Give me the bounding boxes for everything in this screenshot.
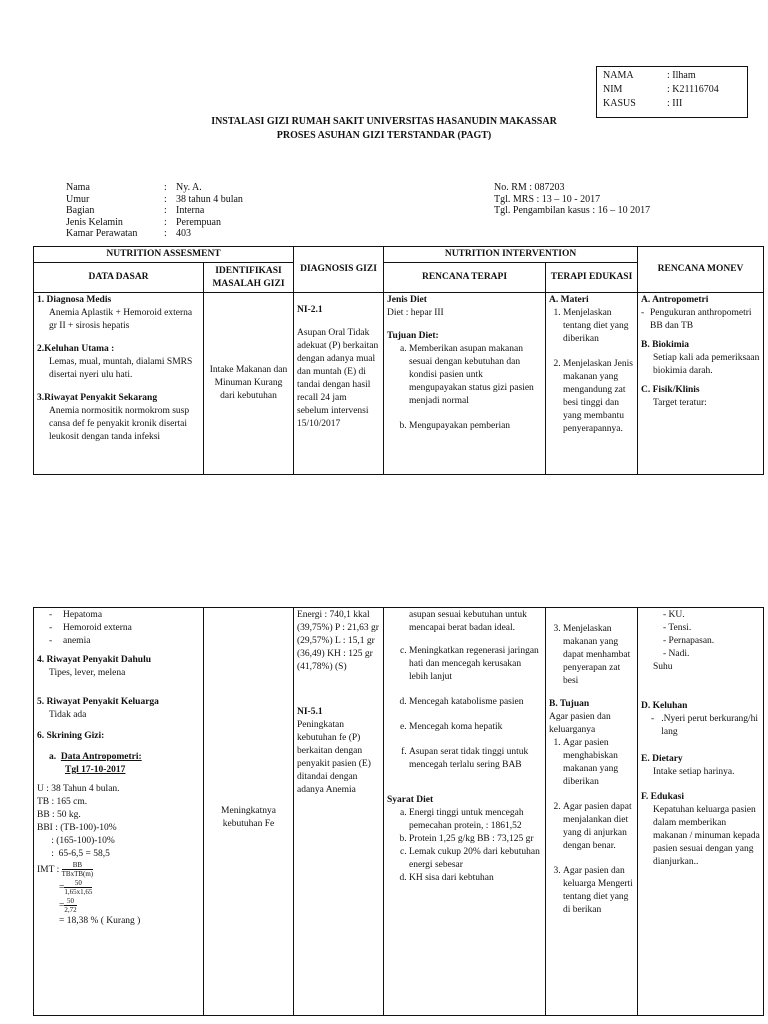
header-terapi-edukasi: TERAPI EDUKASI bbox=[546, 263, 638, 293]
imt-formula: $\frac{BB}{\text{TBxTB(m)}}$ bbox=[61, 861, 94, 879]
section-heading: Syarat Diet bbox=[387, 795, 434, 805]
page-subtitle: PROSES ASUHAN GIZI TERSTANDAR (PAGT) bbox=[276, 130, 492, 141]
patient-key: Kamar Perawatan bbox=[66, 228, 138, 239]
section-text: Pengukuran anthropometri BB dan TB bbox=[650, 308, 752, 331]
section-text: Anemia normositik normokrom susp cansa def fe penyakit kronik disertai leukosit dengan tanda infeksi bbox=[49, 406, 190, 442]
list-item: - Tensi. bbox=[663, 623, 692, 633]
header-diagnosis: DIAGNOSIS GIZI bbox=[294, 247, 384, 293]
header-monev: RENCANA MONEV bbox=[638, 247, 764, 293]
header-intervention: NUTRITION INTERVENTION bbox=[384, 247, 638, 263]
section-text: Anemia Aplastik + Hemoroid externa gr II + sirosis hepatis bbox=[49, 308, 193, 331]
problem-text: Intake Makanan dan Minuman Kurang dari kebutuhan bbox=[209, 365, 288, 401]
student-value: : Ilham bbox=[667, 70, 696, 81]
student-value: : III bbox=[667, 98, 683, 109]
anthro-line: BB : 50 kg. bbox=[37, 810, 81, 820]
list-item: 1. Agar pasien menghabiskan makanan yang diberikan bbox=[563, 737, 634, 789]
problem-text: Meningkatnya kebutuhan Fe bbox=[221, 806, 276, 829]
patient-value: 403 bbox=[176, 228, 191, 239]
anthro-line: BBI : (TB-100)-10% bbox=[37, 823, 117, 833]
cell-rencana-terapi bbox=[384, 608, 546, 1016]
section-text: asupan sesuai kebutuhan untuk mencapai berat badan ideal. bbox=[409, 610, 527, 633]
section-heading: A. Antropometri bbox=[641, 295, 709, 305]
patient-value: Interna bbox=[176, 205, 205, 216]
cell-diagnosis bbox=[294, 293, 384, 475]
diagnosis-text: Asupan Oral Tidak adekuat (P) berkaitan dengan adanya mual dan muntah (E) di tandai dengan hasil recall 24 jam sebelum intervensi 15/10/2017 bbox=[297, 328, 379, 429]
student-key: NAMA bbox=[603, 70, 634, 81]
list-item: anemia bbox=[63, 636, 91, 646]
student-info-box bbox=[596, 66, 748, 118]
cell-monev: A. Antropometri - Pengukuran anthropometri BB dan TB B. Biokimia Setiap kali ada pemeriksaan biokimia darah. C. Fisik/Klinis Target teratur: bbox=[638, 293, 764, 475]
list-item: Hemoroid externa bbox=[63, 623, 132, 633]
list-item: - Nadi. bbox=[663, 649, 690, 659]
patient-value: Ny. A. bbox=[176, 182, 202, 193]
pagt-table-part-2 bbox=[33, 607, 764, 1016]
header-assessment: NUTRITION ASSESMENT bbox=[34, 247, 294, 263]
cell-data-dasar: - Hepatoma - Hemoroid externa - anemia 4. Riwayat Penyakit Dahulu Tipes, lever, melena 5. Riwayat Penyakit Keluarga Tidak ada 6. Skrining Gizi: a. Data Antropometri: Tgl 17-10-2017 U : 38 Tahun 4 bulan. TB : 165 cm. BB : 50 kg. BBI : (TB-100)-10% : (165-100)-10% : 65-6,5 = 58,5 IMT : $\frac{BB}{\text{TBxTB(m)}}$ = $\frac{50}{1,65x1,65}$ = $\frac{50}{2,72}$ = 18,38 % ( Kurang ) bbox=[34, 608, 204, 1016]
imt-result: = 18,38 % ( Kurang ) bbox=[59, 916, 141, 926]
section-heading: 2.Keluhan Utama : bbox=[37, 344, 115, 354]
list-item: a. Memberikan asupan makanan sesuai dengan kebutuhan dan kondisi pasien untk mengupayakan status gizi pasien menjadi normal bbox=[409, 343, 542, 408]
cell-terapi-edukasi bbox=[546, 293, 638, 475]
section-heading: 3.Riwayat Penyakit Sekarang bbox=[37, 393, 158, 403]
imt-label: IMT : bbox=[37, 865, 60, 875]
cell-rencana-terapi bbox=[384, 293, 546, 475]
section-text: Tidak ada bbox=[49, 710, 87, 720]
admission-date: Tgl. MRS : 13 – 10 - 2017 bbox=[494, 193, 601, 205]
section-heading: F. Edukasi bbox=[641, 792, 684, 802]
recall-values: Energi : 740,1 kkal (39,75%) P : 21,63 gr (29,57%) L : 15,1 gr (36,49) KH : 125 gr (41,78%) (S) bbox=[297, 610, 379, 672]
diagnosis-text: Peningkatan kebutuhan fe (P) berkaitan dengan penyakit pasien (E) ditandai dengan adanya Anemia bbox=[297, 720, 371, 795]
list-item: c. Meningkatkan regenerasi jaringan hati dan mencegah kerusakan lebih lanjut bbox=[409, 645, 542, 684]
section-text: Tipes, lever, melena bbox=[49, 668, 126, 678]
anthro-line: : 65-6,5 = 58,5 bbox=[37, 849, 110, 859]
section-heading: A. Materi bbox=[549, 295, 589, 305]
diagnosis-code: NI-2.1 bbox=[297, 305, 323, 315]
list-item: 1. Menjelaskan tentang diet yang diberikan bbox=[563, 307, 634, 346]
imt-calc-2: $\frac{50}{2,72}$ bbox=[64, 897, 77, 915]
list-item: 2. Menjelaskan Jenis makanan yang mengandung zat besi tinggi dan yang membantu penyerapannya. bbox=[563, 358, 634, 436]
cell-identifikasi bbox=[204, 293, 294, 475]
list-item: a. Energi tinggi untuk mencegah pemecahan protein, : 1861,52 bbox=[409, 807, 542, 833]
record-number: No. RM : 087203 bbox=[494, 182, 565, 193]
patient-key: Jenis Kelamin bbox=[66, 216, 123, 228]
section-heading: E. Dietary bbox=[641, 754, 683, 764]
cell-terapi-edukasi bbox=[546, 608, 638, 1016]
page-title: INSTALASI GIZI RUMAH SAKIT UNIVERSITAS HASANUDIN MAKASSAR bbox=[211, 116, 557, 127]
list-item: 3. Menjelaskan makanan yang dapat menhambat penyerapan zat besi bbox=[563, 623, 634, 688]
patient-value: Perempuan bbox=[176, 216, 221, 228]
anthro-line: TB : 165 cm. bbox=[37, 797, 88, 807]
list-item: - Pernapasan. bbox=[663, 636, 715, 646]
cell-identifikasi bbox=[204, 608, 294, 1016]
list-item: - KU. bbox=[663, 610, 685, 620]
patient-value: 38 tahun 4 bulan bbox=[176, 193, 243, 205]
section-heading: 6. Skrining Gizi: bbox=[37, 731, 105, 741]
section-text: Setiap kali ada pemeriksaan biokimia darah. bbox=[653, 353, 760, 376]
section-text: Target teratur: bbox=[653, 398, 707, 408]
cell-diagnosis bbox=[294, 608, 384, 1016]
header-identifikasi: IDENTIFIKASI MASALAH GIZI bbox=[204, 263, 294, 293]
list-item: b. Protein 1,25 g/kg BB : 73,125 gr bbox=[409, 833, 542, 846]
section-text: Intake setiap harinya. bbox=[653, 767, 735, 777]
imt-calc-1: $\frac{50}{1,65x1,65}$ bbox=[64, 879, 93, 897]
patient-key: Bagian bbox=[66, 205, 95, 216]
student-key: NIM bbox=[603, 84, 623, 95]
list-item: b. Mengupayakan pemberian bbox=[409, 420, 542, 433]
section-heading: 1. Diagnosa Medis bbox=[37, 295, 112, 305]
section-heading: Tujuan Diet: bbox=[387, 331, 439, 341]
patient-key: Umur bbox=[66, 193, 90, 205]
section-heading: 5. Riwayat Penyakit Keluarga bbox=[37, 697, 159, 707]
list-item: 2. Agar pasien dapat menjalankan diet yang di anjurkan dengan benar. bbox=[563, 801, 634, 853]
student-key: KASUS bbox=[603, 98, 636, 109]
section-text: Suhu bbox=[653, 662, 673, 672]
pagt-table-part-1 bbox=[33, 246, 764, 475]
student-value: : K21116704 bbox=[667, 84, 719, 95]
section-heading: 4. Riwayat Penyakit Dahulu bbox=[37, 655, 152, 665]
section-heading: D. Keluhan bbox=[641, 701, 688, 711]
list-item: f. Asupan serat tidak tinggi untuk mencegah terlalu sering BAB bbox=[409, 746, 542, 772]
section-heading: Jenis Diet bbox=[387, 295, 427, 305]
list-item: d. KH sisa dari kebtuhan bbox=[409, 872, 542, 885]
header-data-dasar: DATA DASAR bbox=[34, 263, 204, 293]
anthro-line: U : 38 Tahun 4 bulan. bbox=[37, 784, 120, 794]
section-heading: B. Biokimia bbox=[641, 340, 690, 350]
subsection-date: Tgl 17-10-2017 bbox=[65, 765, 126, 775]
section-text: Lemas, mual, muntah, dialami SMRS disertai nyeri ulu hati. bbox=[49, 357, 193, 380]
cell-data-dasar bbox=[34, 293, 204, 475]
section-heading: B. Tujuan bbox=[549, 699, 590, 709]
cell-monev: - KU. - Tensi. - Pernapasan. - Nadi. Suhu D. Keluhan - .Nyeri perut berkurang/hi lang E. Dietary Intake setiap harinya. F. Edukasi Kepatuhan keluarga pasien dalam memberikan makanan / minuman kepada pasien sesuai dengan yang dianjurkan.. bbox=[638, 608, 764, 1016]
list-item: c. Lemak cukup 20% dari kebutuhan energi sebesar bbox=[409, 846, 542, 872]
section-text: Agar pasien dan keluarganya bbox=[549, 712, 611, 735]
patient-info-left: Nama : Ny. A. Umur : 38 tahun 4 bulan Bagian : Interna Jenis Kelamin : Perempuan Kamar Perawatan : 403 bbox=[66, 182, 243, 239]
section-text: Kepatuhan keluarga pasien dalam memberikan makanan / minuman kepada pasien sesuai dengan yang dianjurkan.. bbox=[653, 805, 760, 867]
diagnosis-code: NI-5.1 bbox=[297, 707, 323, 717]
list-item: 3. Agar pasien dan keluarga Mengerti tentang diet yang di berikan bbox=[563, 865, 634, 917]
section-text: Diet : hepar III bbox=[387, 308, 444, 318]
patient-info-right bbox=[494, 182, 650, 217]
list-item: d. Mencegah katabolisme pasien bbox=[409, 696, 542, 709]
anthro-line: : (165-100)-10% bbox=[37, 836, 115, 846]
section-heading: C. Fisik/Klinis bbox=[641, 385, 700, 395]
subsection-heading: Data Antropometri: bbox=[60, 752, 142, 762]
patient-key: Nama bbox=[66, 182, 90, 193]
header-rencana-terapi: RENCANA TERAPI bbox=[384, 263, 546, 293]
list-item: Hepatoma bbox=[63, 610, 103, 620]
case-date: Tgl. Pengambilan kasus : 16 – 10 2017 bbox=[494, 205, 651, 216]
section-text: .Nyeri perut berkurang/hi lang bbox=[661, 714, 759, 737]
list-item: e. Mencegah koma hepatik bbox=[409, 721, 542, 734]
